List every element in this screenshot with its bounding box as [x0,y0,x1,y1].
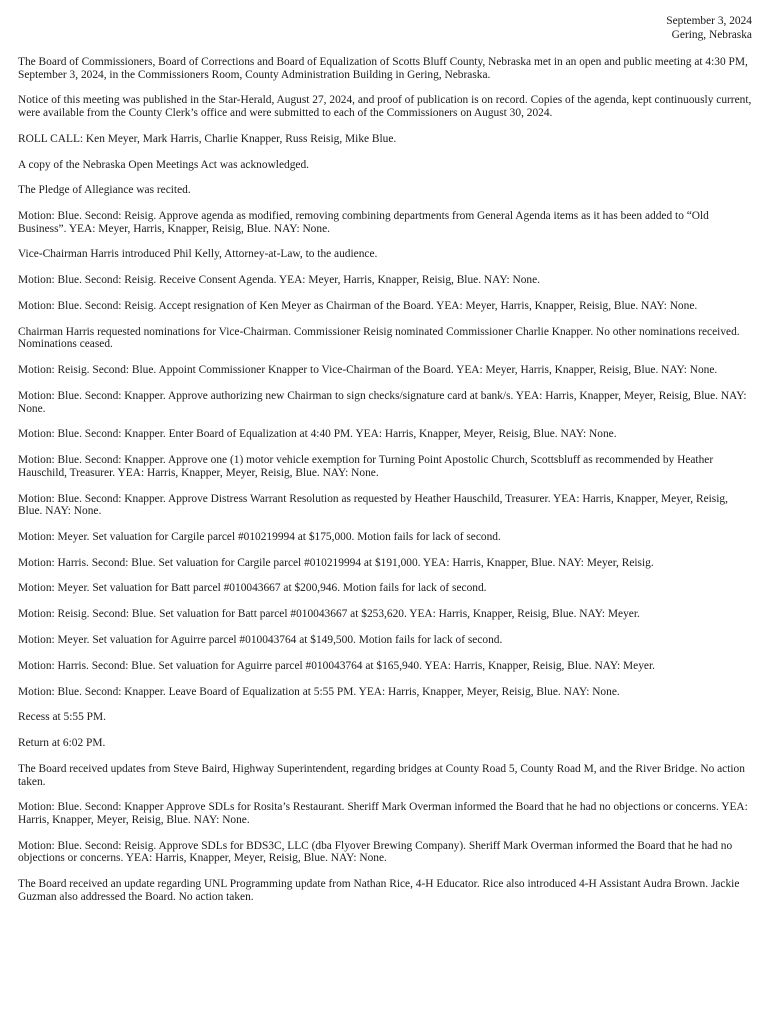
minutes-paragraph: Motion: Meyer. Set valuation for Batt parcel #010043667 at $200,946. Motion fails for lack of second. [18,582,487,595]
minutes-body [18,56,752,903]
minutes-paragraph: Motion: Blue. Second: Knapper. Approve one (1) motor vehicle exemption for Turning Point Apostolic Church, Scottsbluff as recommended by Heather Hauschild, Treasurer. YEA: Harris, Knapper, Meyer, Reisig, Blue. NAY: None. [18,454,714,479]
minutes-paragraph: Motion: Blue. Second: Reisig. Approve SDLs for BDS3C, LLC (dba Flyover Brewing Company). Sheriff Mark Overman informed the Board that he had no objections or concerns. YEA: Harris, Knapper, Meyer, Reisig, Blue. NAY: None. [18,839,733,865]
minutes-paragraph: Motion: Harris. Second: Blue. Set valuation for Aguirre parcel #010043764 at $165,940. YEA: Harris, Knapper, Reisig, Blue. NAY: Meyer. [18,659,655,672]
meeting-date: September 3, 2024 [666,15,752,27]
minutes-paragraph: Notice of this meeting was published in the Star-Herald, August 27, 2024, and proof of publication is on record. Copies of the agenda, kept continuously current, were available from the County Clerk’s office and were submitted to each of the Commissioners on August 30, 2024. [18,94,752,119]
minutes-paragraph: Motion: Blue. Second: Knapper. Approve authorizing new Chairman to sign checks/signature card at bank/s. YEA: Harris, Knapper, Meyer, Reisig, Blue. NAY: None. [18,389,747,415]
minutes-paragraph: Chairman Harris requested nominations for Vice-Chairman. Commissioner Reisig nominated Commissioner Charlie Knapper. No other nominations received. Nominations ceased. [18,325,740,351]
minutes-paragraph: Motion: Meyer. Set valuation for Cargile parcel #010219994 at $175,000. Motion fails for lack of second. [18,530,501,543]
document-header [18,14,752,42]
minutes-paragraph: Motion: Blue. Second: Reisig. Receive Consent Agenda. YEA: Meyer, Harris, Knapper, Reisig, Blue. NAY: None. [18,274,541,287]
minutes-paragraph: The Board of Commissioners, Board of Corrections and Board of Equalization of Scotts Bluff County, Nebraska met in an open and public meeting at 4:30 PM, September 3, 2024, in the Commissioners Room, County Administration Building in Gering, Nebraska. [18,56,748,81]
minutes-paragraph: Motion: Blue. Second: Reisig. Approve agenda as modified, removing combining departments from General Agenda items as it has been added to “Old Business”. YEA: Meyer, Harris, Knapper, Reisig, Blue. NAY: None. [18,210,709,235]
minutes-paragraph: Recess at 5:55 PM. [18,711,106,724]
minutes-paragraph: A copy of the Nebraska Open Meetings Act was acknowledged. [18,158,310,171]
minutes-paragraph: Return at 6:02 PM. [18,737,106,750]
minutes-paragraph: Motion: Blue. Second: Reisig. Accept resignation of Ken Meyer as Chairman of the Board. YEA: Meyer, Harris, Knapper, Reisig, Blue. NAY: None. [18,300,698,313]
minutes-paragraph: The Pledge of Allegiance was recited. [18,184,191,197]
minutes-paragraph: The Board received an update regarding UNL Programming update from Nathan Rice, 4-H Educator. Rice also introduced 4-H Assistant Audra Brown. Jackie Guzman also addressed the Board. No action taken. [18,878,740,903]
minutes-paragraph: The Board received updates from Steve Baird, Highway Superintendent, regarding bridges at County Road 5, County Road M, and the River Bridge. No action taken. [18,762,745,788]
minutes-paragraph: ROLL CALL: Ken Meyer, Mark Harris, Charlie Knapper, Russ Reisig, Mike Blue. [18,132,397,145]
minutes-paragraph: Motion: Blue. Second: Knapper Approve SDLs for Rosita’s Restaurant. Sheriff Mark Overman informed the Board that he had no objections or concerns. YEA: Harris, Knapper, Meyer, Reisig, Blue. NAY: None. [18,801,748,826]
meeting-location: Gering, Nebraska [671,29,752,41]
minutes-paragraph: Motion: Reisig. Second: Blue. Set valuation for Batt parcel #010043667 at $253,620. YEA: Harris, Knapper, Reisig, Blue. NAY: Meyer. [18,608,640,621]
minutes-paragraph: Motion: Blue. Second: Knapper. Approve Distress Warrant Resolution as requested by Heather Hauschild, Treasurer. YEA: Harris, Knapper, Meyer, Reisig, Blue. NAY: None. [18,492,728,518]
minutes-paragraph: Vice-Chairman Harris introduced Phil Kelly, Attorney-at-Law, to the audience. [18,248,378,261]
minutes-paragraph: Motion: Harris. Second: Blue. Set valuation for Cargile parcel #010219994 at $191,000. YEA: Harris, Knapper, Blue. NAY: Meyer, Reisig. [18,556,654,569]
minutes-paragraph: Motion: Blue. Second: Knapper. Enter Board of Equalization at 4:40 PM. YEA: Harris, Knapper, Meyer, Reisig, Blue. NAY: None. [18,428,617,441]
minutes-paragraph: Motion: Reisig. Second: Blue. Appoint Commissioner Knapper to Vice-Chairman of the Board. YEA: Meyer, Harris, Knapper, Reisig, Blue. NAY: None. [18,364,718,377]
minutes-paragraph: Motion: Blue. Second: Knapper. Leave Board of Equalization at 5:55 PM. YEA: Harris, Knapper, Meyer, Reisig, Blue. NAY: None. [18,685,620,698]
minutes-paragraph: Motion: Meyer. Set valuation for Aguirre parcel #010043764 at $149,500. Motion fails for lack of second. [18,634,503,646]
